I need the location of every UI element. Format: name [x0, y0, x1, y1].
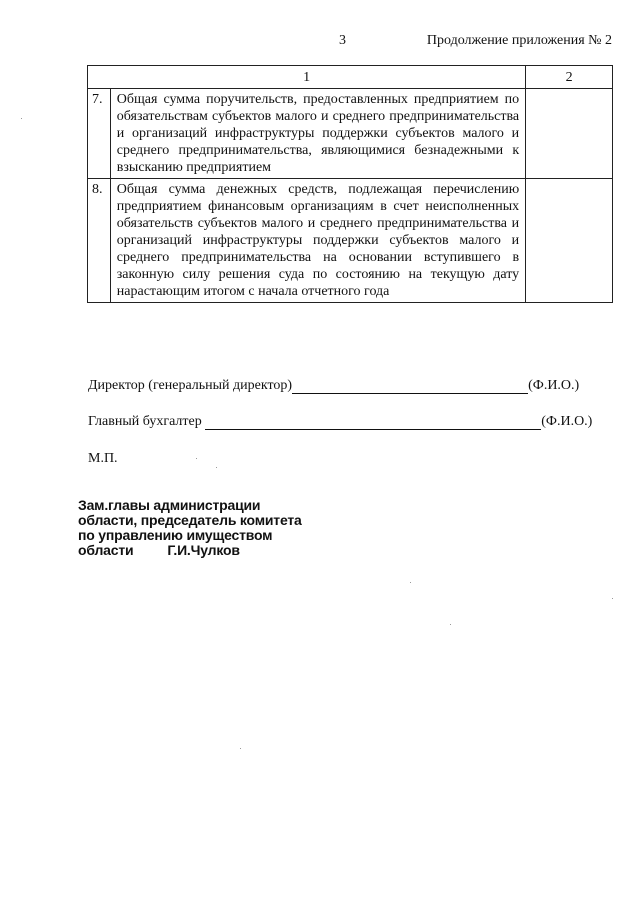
table-header-row	[88, 66, 613, 89]
row-description: Общая сумма поручительств, предоставленных предприятием по обязательствам субъектов малого и среднего предпринимательства и организаций инфраструктуры поддержки субъектов малого и среднего предпринимательства, являющимися безнадежными к взысканию предприятием	[110, 89, 525, 179]
row-description: Общая сумма денежных средств, подлежащая перечислению предприятием финансовым организациям в счет неисполненных обязательств субъектов малого и среднего предпринимательства и организаций инфраструктуры поддержки субъектов малого и среднего предпринимательства на основании вступившего в законную силу решения суда по состоянию на текущую дату нарастающим итогом с начала отчетного года	[110, 179, 525, 303]
table-row	[88, 89, 613, 179]
director-name-placeholder: (Ф.И.О.)	[528, 378, 580, 393]
table-row	[88, 179, 613, 303]
approval-line: области	[78, 542, 134, 558]
row-number: 8.	[88, 179, 111, 303]
column-header-2: 2	[526, 66, 613, 89]
director-label: Директор (генеральный директор)	[88, 378, 293, 393]
accountant-label: Главный бухгалтер	[88, 414, 202, 429]
column-header-1: 1	[88, 66, 526, 89]
director-signature-blank	[292, 379, 528, 394]
approval-line: по управлению имуществом	[78, 527, 273, 543]
approval-line: области, председатель комитета	[78, 512, 302, 528]
approval-line-with-name	[78, 543, 302, 558]
scan-speck	[410, 582, 411, 583]
approval-block	[78, 498, 302, 558]
accountant-signature-blank	[205, 415, 541, 430]
report-table	[87, 65, 613, 303]
scan-speck	[216, 467, 217, 468]
scan-speck	[196, 458, 197, 459]
scan-speck	[21, 118, 22, 119]
continuation-note: Продолжение приложения № 2	[426, 33, 612, 48]
row-number: 7.	[88, 89, 111, 179]
official-name: Г.И.Чулков	[167, 542, 240, 558]
scan-speck	[612, 598, 613, 599]
director-signature-line	[88, 378, 579, 394]
scan-speck	[240, 748, 241, 749]
row-value	[526, 89, 613, 179]
page-number: 3	[339, 33, 346, 48]
accountant-name-placeholder: (Ф.И.О.)	[541, 414, 593, 429]
accountant-signature-line	[88, 414, 592, 430]
row-value	[526, 179, 613, 303]
stamp-place-label: М.П.	[88, 451, 118, 466]
approval-line: Зам.главы администрации	[78, 497, 261, 513]
scan-speck	[450, 624, 451, 625]
